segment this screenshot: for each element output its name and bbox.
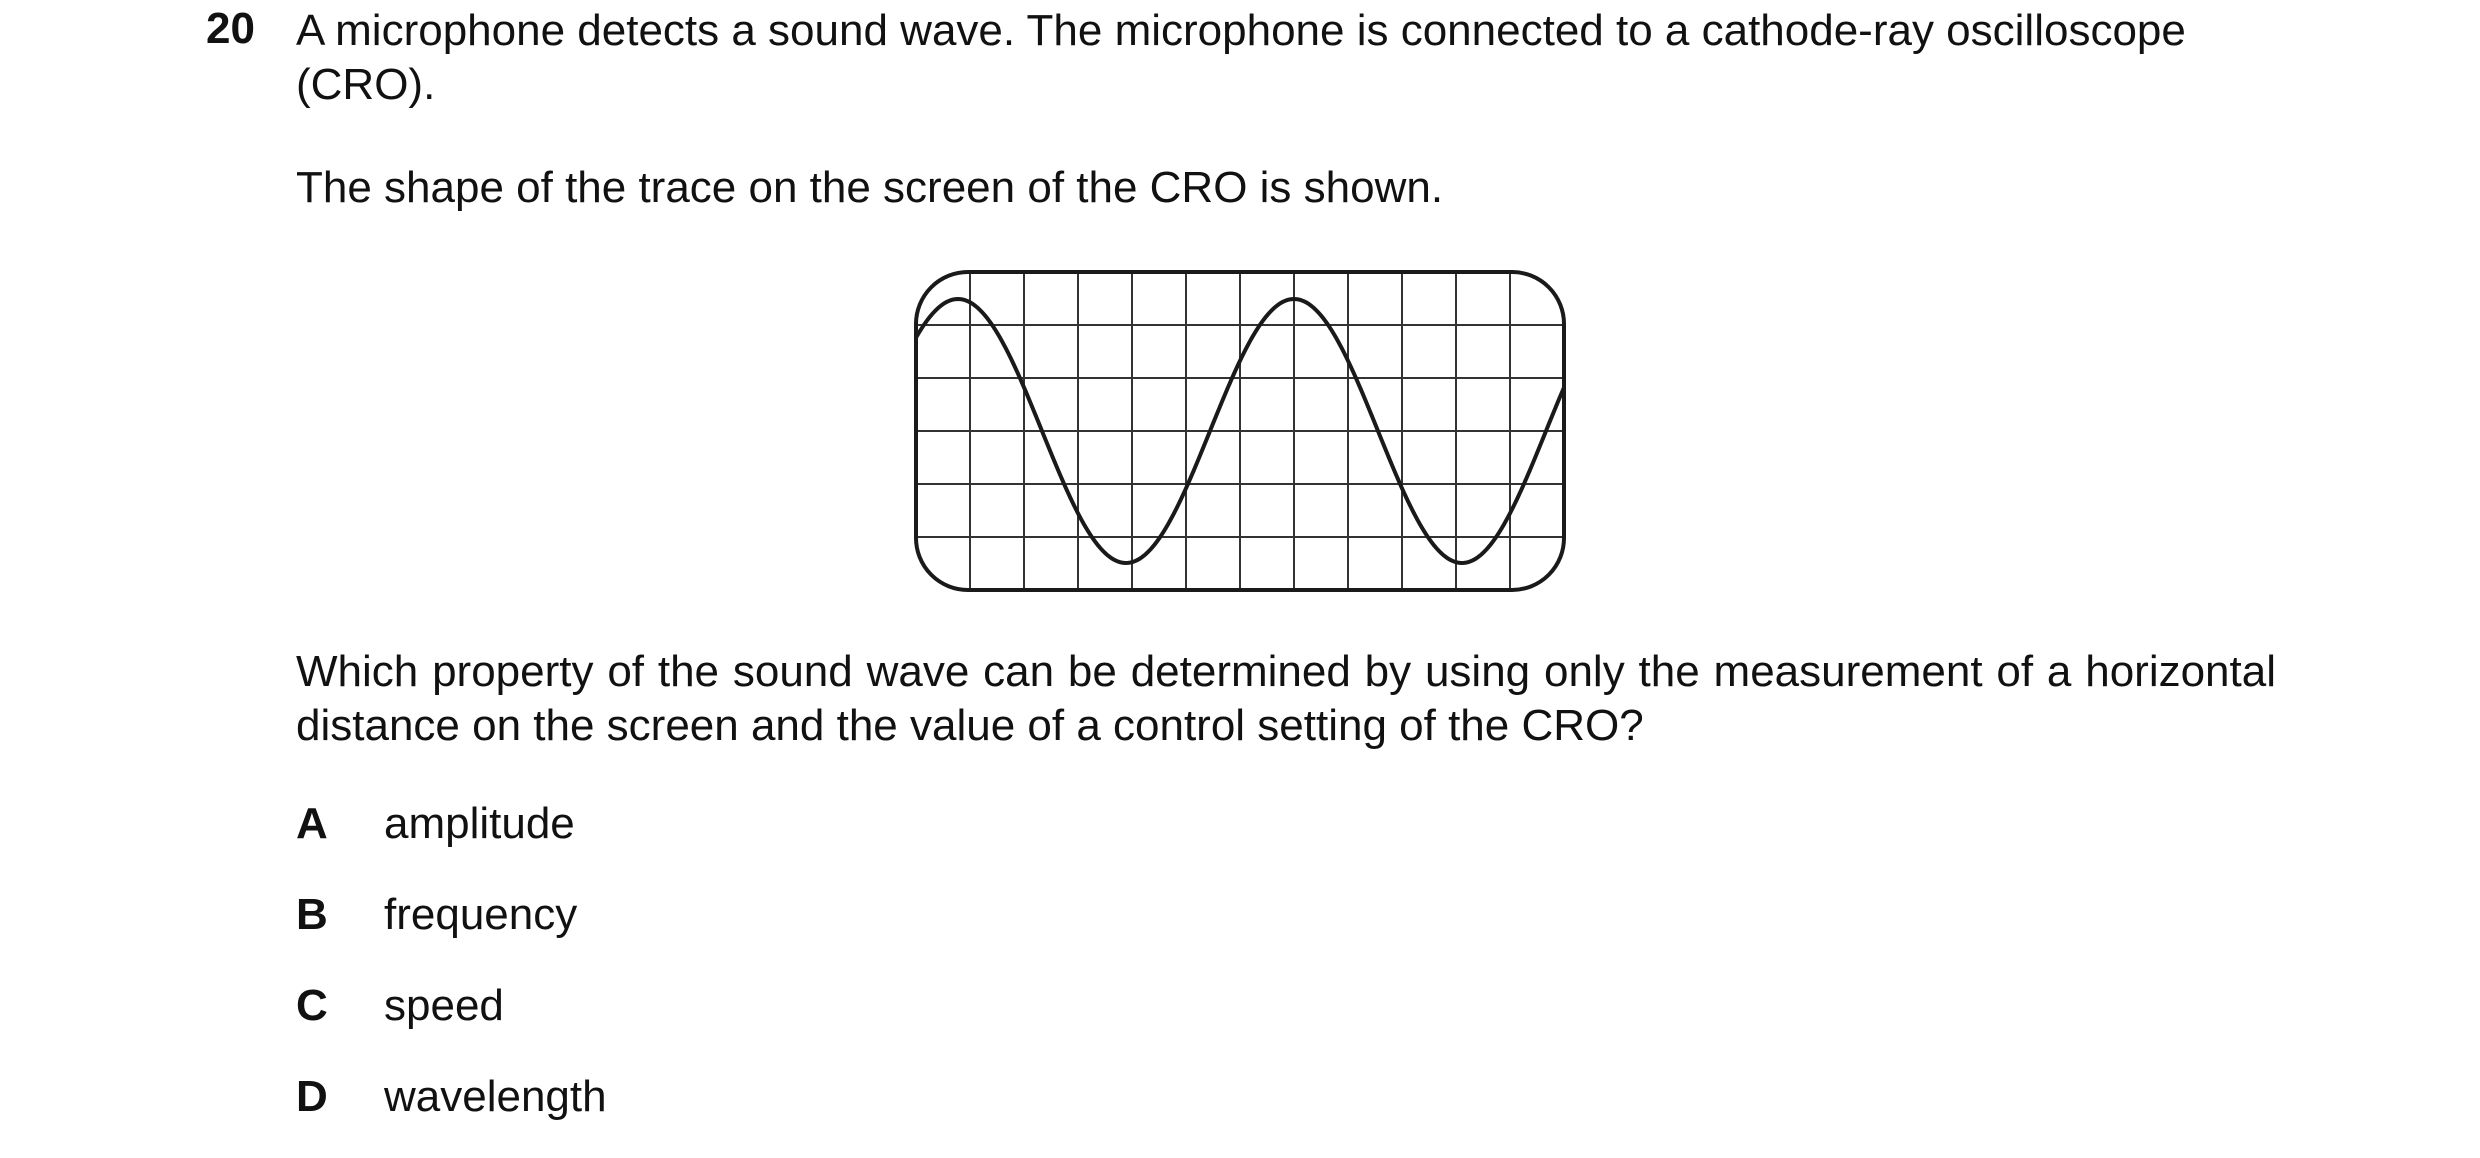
question-number: 20 [206, 4, 255, 53]
option-text: wavelength [384, 1072, 607, 1121]
option-text: speed [384, 981, 504, 1030]
option-letter: A [296, 799, 328, 848]
cro-screen-figure [912, 268, 1568, 594]
figure-intro: The shape of the trace on the screen of the CRO is shown. [296, 163, 1444, 212]
cro-grid [916, 272, 1564, 590]
option-letter: D [296, 1072, 328, 1121]
option-text: frequency [384, 890, 578, 939]
option-text: amplitude [384, 799, 575, 848]
option-letter: C [296, 981, 328, 1030]
option-letter: B [296, 890, 328, 939]
question-prompt: Which property of the sound wave can be determined by using only the measurement of a horizontal distance on the screen and the value of a control setting of the CRO? [296, 647, 2276, 750]
question-stem: A microphone detects a sound wave. The microphone is connected to a cathode-ray oscilloscope (CRO). [296, 6, 2186, 109]
